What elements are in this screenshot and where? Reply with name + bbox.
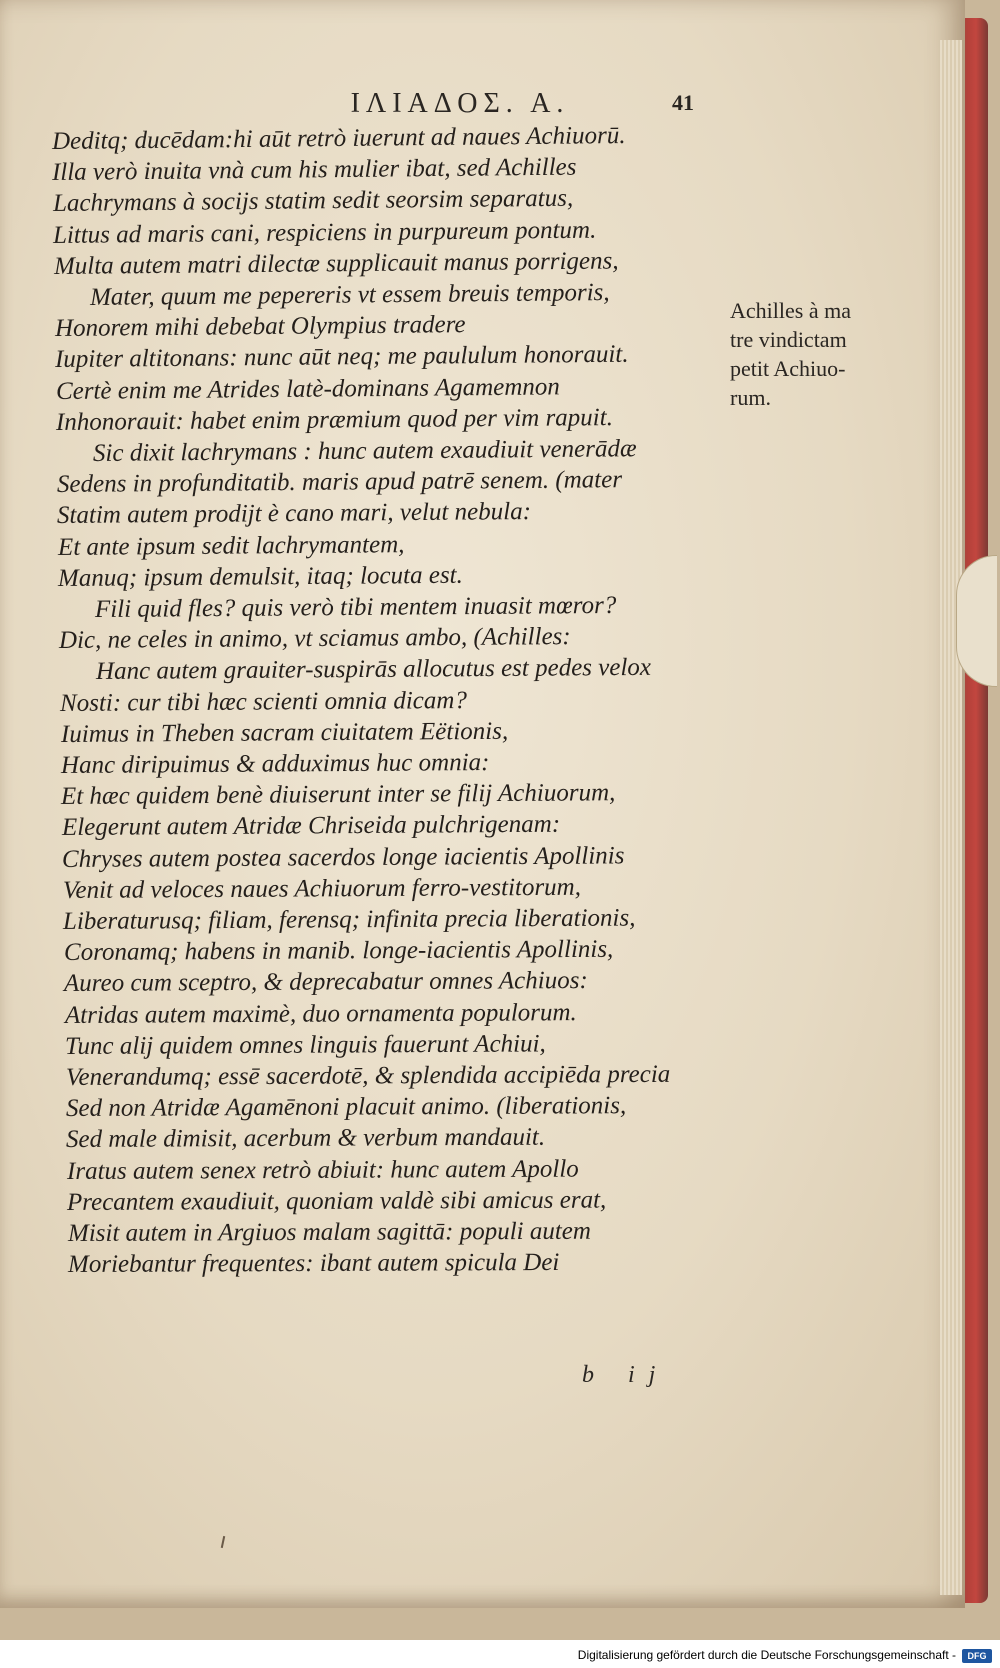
text-line: Atridas autem maximè, duo ornamenta populorum. xyxy=(64,998,577,1029)
text-line: Venit ad veloces naues Achiuorum ferro-vestitorum, xyxy=(62,873,581,904)
text-line: Honorem mihi debebat Olympius tradere xyxy=(54,311,466,343)
text-line: Sedens in profunditatib. maris apud patrē senem. (mater xyxy=(56,466,623,499)
text-line: Coronamq; habens in manib. longe-iacientis Apollinis, xyxy=(63,935,614,967)
signature-mark: b ij xyxy=(582,1362,670,1388)
running-head: ΙΛΙΑΔΟΣ. Α. xyxy=(350,88,570,119)
text-line: Littus ad maris cani, respiciens in purpureum pontum. xyxy=(53,216,597,249)
text-line: Certè enim me Atrides latè-dominans Agamemnon xyxy=(55,373,560,405)
text-line: Iupiter altitonans: nunc aūt neq; me paululum honorauit. xyxy=(55,341,629,374)
text-line: Lachrymans à socijs statim sedit seorsim separatus, xyxy=(52,185,574,218)
text-line: Deditq; ducēdam:hi aūt retrò iuerunt ad naues Achiuorū. xyxy=(51,121,626,155)
margin-note-line: rum. xyxy=(730,385,771,410)
text-line: Hanc diripuimus & adduximus huc omnia: xyxy=(60,749,490,779)
margin-note-line: Achilles à ma xyxy=(730,298,851,323)
page-stack-edge xyxy=(940,40,962,1595)
text-line: Nosti: cur tibi hæc scienti omnia dicam? xyxy=(59,686,468,717)
text-line: Sed male dimisit, acerbum & verbum mandauit. xyxy=(66,1124,546,1154)
text-line: Precantem exaudiuit, quoniam valdè sibi amicus erat, xyxy=(67,1186,607,1216)
text-line: Inhonorauit: habet enim præmium quod per vim rapuit. xyxy=(55,403,614,436)
text-line: Hanc autem grauiter-suspirās allocutus est pedes velox xyxy=(95,654,651,686)
text-line: Aureo cum sceptro, & deprecabatur omnes Achiuos: xyxy=(64,967,588,998)
text-line: Iuimus in Theben sacram ciuitatem Eëtionis, xyxy=(60,717,508,748)
text-line: Venerandumq; essē sacerdotē, & splendida accipiēda precia xyxy=(65,1060,670,1091)
text-line: Liberaturusq; filiam, ferensq; infinita precia liberationis, xyxy=(63,904,636,935)
text-line: Fili quid fles? quis verò tibi mentem inuasit mœror? xyxy=(94,591,617,623)
text-line: Manuq; ipsum demulsit, itaq; locuta est. xyxy=(58,561,464,592)
text-line: Iratus autem senex retrò abiuit: hunc autem Apollo xyxy=(66,1155,579,1185)
margin-note xyxy=(730,296,900,412)
text-line: Dic, ne celes in animo, vt sciamus ambo, (Achilles: xyxy=(59,623,571,655)
text-line: Multa autem matri dilectæ supplicauit manus porrigens, xyxy=(53,247,619,280)
text-line: Moriebantur frequentes: ibant autem spicula Dei xyxy=(68,1249,560,1279)
text-line: Et ante ipsum sedit lachrymantem, xyxy=(57,530,405,561)
text-line: Misit autem in Argiuos malam sagittā: populi autem xyxy=(67,1217,591,1247)
text-line: Mater, quum me pepereris vt essem breuis temporis, xyxy=(90,279,610,311)
dfg-logo-icon: DFG xyxy=(962,1649,992,1663)
margin-note-line: petit Achiuo- xyxy=(730,356,846,381)
text-line: Sic dixit lachrymans : hunc autem exaudiuit venerādæ xyxy=(92,435,637,467)
thumb-tab-cutout xyxy=(956,555,997,687)
text-line: Et hæc quidem benè diuiserunt inter se filij Achiuorum, xyxy=(61,779,616,811)
page-number: 41 xyxy=(672,90,694,115)
text-line: Elegerunt autem Atridæ Chriseida pulchrigenam: xyxy=(61,811,561,842)
text-line: Sed non Atridæ Agamēnoni placuit animo. (liberationis, xyxy=(65,1092,627,1123)
footer-credit: Digitalisierung gefördert durch die Deutsche Forschungsgemeinschaft - xyxy=(577,1648,956,1662)
text-line: Statim autem prodijt è cano mari, velut nebula: xyxy=(57,498,532,530)
text-line: Tunc alij quidem omnes linguis fauerunt Achiui, xyxy=(64,1030,546,1060)
margin-note-line: tre vindictam xyxy=(730,327,847,352)
text-line: Chryses autem postea sacerdos longe iacientis Apollinis xyxy=(62,841,625,873)
text-line: Illa verò inuita vnà cum his mulier ibat, sed Achilles xyxy=(52,153,578,187)
